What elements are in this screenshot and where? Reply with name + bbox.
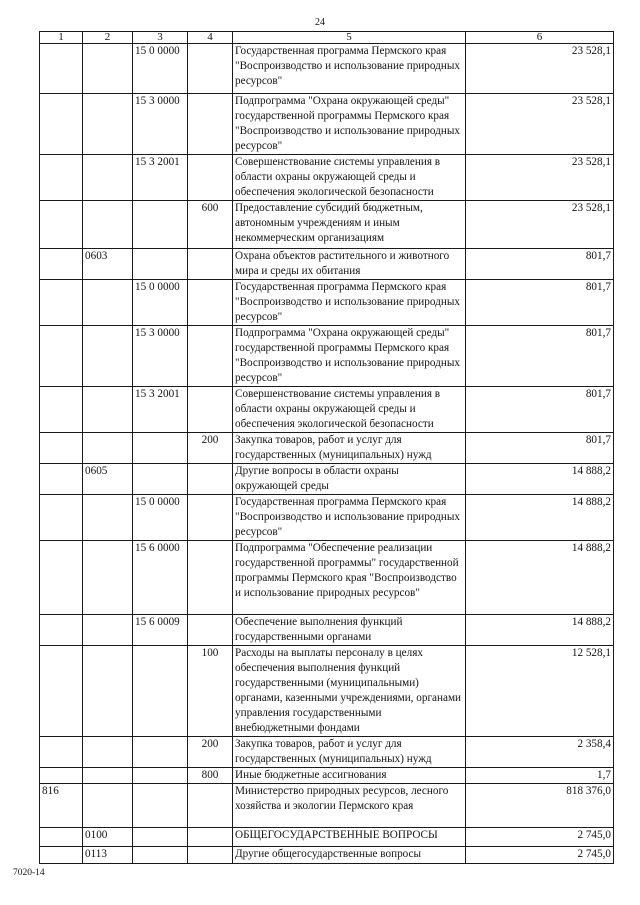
cell-code-3 (133, 646, 188, 737)
table-row (40, 646, 614, 737)
table-row (40, 464, 614, 495)
footer-code: 7020-14 (13, 868, 45, 878)
cell-code-3 (133, 433, 188, 464)
cell-description: Государственная программа Пермского края "Воспроизводство и использование природных ресурсов" (233, 44, 466, 94)
cell-code-2 (83, 280, 133, 326)
cell-code-2 (83, 784, 133, 828)
cell-code-1 (40, 201, 83, 249)
cell-code-4 (188, 784, 233, 828)
cell-code-2 (83, 433, 133, 464)
cell-code-4 (188, 94, 233, 155)
cell-description: Предоставление субсидий бюджетным, автономным учреждениям и иным некоммерческим организациям (233, 201, 466, 249)
cell-code-1 (40, 433, 83, 464)
table-row (40, 768, 614, 784)
cell-description: Подпрограмма "Охрана окружающей среды" государственной программы Пермского края "Воспроизводство и использование природных ресурсов" (233, 94, 466, 155)
cell-amount: 14 888,2 (466, 464, 614, 495)
cell-code-2 (83, 615, 133, 646)
cell-amount: 14 888,2 (466, 615, 614, 646)
cell-code-1 (40, 94, 83, 155)
cell-code-3: 15 3 0000 (133, 326, 188, 387)
table-body (40, 44, 614, 864)
cell-code-2: 0605 (83, 464, 133, 495)
cell-description: Подпрограмма "Обеспечение реализации государственной программы" государственной программы Пермского края "Воспроизводство и использование природных ресурсов" (233, 541, 466, 615)
cell-code-4: 800 (188, 768, 233, 784)
column-header-4: 4 (188, 32, 233, 44)
cell-code-1 (40, 847, 83, 864)
cell-code-3 (133, 847, 188, 864)
cell-code-2 (83, 201, 133, 249)
cell-description: Другие вопросы в области охраны окружающей среды (233, 464, 466, 495)
cell-code-1 (40, 541, 83, 615)
cell-amount: 801,7 (466, 249, 614, 280)
cell-code-1 (40, 495, 83, 541)
cell-code-4 (188, 541, 233, 615)
cell-code-1 (40, 464, 83, 495)
cell-code-2 (83, 387, 133, 433)
cell-code-3: 15 6 0009 (133, 615, 188, 646)
cell-code-1 (40, 768, 83, 784)
cell-code-1 (40, 280, 83, 326)
cell-code-4 (188, 155, 233, 201)
column-header-5: 5 (233, 32, 466, 44)
column-header-6: 6 (466, 32, 614, 44)
cell-description: Охрана объектов растительного и животного мира и среды их обитания (233, 249, 466, 280)
cell-code-2 (83, 94, 133, 155)
cell-code-2: 0113 (83, 847, 133, 864)
cell-amount: 801,7 (466, 387, 614, 433)
column-header-1: 1 (40, 32, 83, 44)
cell-code-1 (40, 828, 83, 847)
cell-code-3 (133, 768, 188, 784)
table-row (40, 387, 614, 433)
cell-code-2 (83, 495, 133, 541)
cell-amount: 23 528,1 (466, 94, 614, 155)
cell-description: ОБЩЕГОСУДАРСТВЕННЫЕ ВОПРОСЫ (233, 828, 466, 847)
cell-code-4 (188, 847, 233, 864)
cell-code-3: 15 0 0000 (133, 280, 188, 326)
cell-description: Государственная программа Пермского края "Воспроизводство и использование природных ресурсов" (233, 495, 466, 541)
cell-code-4: 600 (188, 201, 233, 249)
cell-code-3: 15 3 2001 (133, 387, 188, 433)
cell-amount: 14 888,2 (466, 495, 614, 541)
cell-code-3 (133, 828, 188, 847)
cell-amount: 801,7 (466, 433, 614, 464)
cell-code-4 (188, 326, 233, 387)
table-row (40, 155, 614, 201)
cell-code-2: 0100 (83, 828, 133, 847)
cell-code-1 (40, 646, 83, 737)
cell-code-1 (40, 249, 83, 280)
cell-code-2 (83, 541, 133, 615)
table-row (40, 784, 614, 828)
table-row (40, 326, 614, 387)
cell-code-2 (83, 737, 133, 768)
cell-code-3 (133, 249, 188, 280)
cell-amount: 1,7 (466, 768, 614, 784)
cell-code-4 (188, 828, 233, 847)
cell-amount: 818 376,0 (466, 784, 614, 828)
table-row (40, 495, 614, 541)
cell-code-2 (83, 646, 133, 737)
cell-code-1 (40, 387, 83, 433)
cell-code-1: 816 (40, 784, 83, 828)
table-row (40, 44, 614, 94)
cell-code-3 (133, 784, 188, 828)
cell-code-4 (188, 280, 233, 326)
cell-code-4 (188, 44, 233, 94)
table-row (40, 280, 614, 326)
table-row (40, 737, 614, 768)
table-row (40, 615, 614, 646)
cell-amount: 12 528,1 (466, 646, 614, 737)
cell-amount: 14 888,2 (466, 541, 614, 615)
cell-code-4: 200 (188, 433, 233, 464)
cell-amount: 2 358,4 (466, 737, 614, 768)
cell-amount: 23 528,1 (466, 44, 614, 94)
cell-amount: 23 528,1 (466, 201, 614, 249)
cell-code-3: 15 0 0000 (133, 495, 188, 541)
cell-description: Совершенствование системы управления в области охраны окружающей среды и обеспечения экологической безопасности (233, 387, 466, 433)
table-row (40, 541, 614, 615)
cell-code-1 (40, 615, 83, 646)
cell-code-2: 0603 (83, 249, 133, 280)
cell-code-3 (133, 464, 188, 495)
cell-code-1 (40, 326, 83, 387)
cell-amount: 2 745,0 (466, 847, 614, 864)
cell-code-3 (133, 737, 188, 768)
cell-code-2 (83, 155, 133, 201)
cell-code-2 (83, 768, 133, 784)
cell-description: Государственная программа Пермского края "Воспроизводство и использование природных ресурсов" (233, 280, 466, 326)
cell-description: Министерство природных ресурсов, лесного хозяйства и экологии Пермского края (233, 784, 466, 828)
cell-description: Другие общегосударственные вопросы (233, 847, 466, 864)
cell-code-1 (40, 44, 83, 94)
cell-description: Подпрограмма "Охрана окружающей среды" государственной программы Пермского края "Воспроизводство и использование природных ресурсов" (233, 326, 466, 387)
cell-amount: 801,7 (466, 326, 614, 387)
cell-description: Расходы на выплаты персоналу в целях обеспечения выполнения функций государственными (муниципальными) органами, казенными учреждениями, органами управления государственными внебюджетными фондами (233, 646, 466, 737)
cell-code-4 (188, 615, 233, 646)
cell-code-4 (188, 249, 233, 280)
cell-code-2 (83, 326, 133, 387)
table-row (40, 201, 614, 249)
cell-amount: 2 745,0 (466, 828, 614, 847)
cell-description: Закупка товаров, работ и услуг для государственных (муниципальных) нужд (233, 737, 466, 768)
cell-code-3: 15 3 0000 (133, 94, 188, 155)
cell-description: Закупка товаров, работ и услуг для государственных (муниципальных) нужд (233, 433, 466, 464)
cell-code-3: 15 3 2001 (133, 155, 188, 201)
budget-table (39, 31, 614, 864)
cell-code-3: 15 6 0000 (133, 541, 188, 615)
cell-code-4: 200 (188, 737, 233, 768)
cell-amount: 801,7 (466, 280, 614, 326)
cell-code-2 (83, 44, 133, 94)
cell-description: Обеспечение выполнения функций государственными органами (233, 615, 466, 646)
cell-amount: 23 528,1 (466, 155, 614, 201)
cell-description: Иные бюджетные ассигнования (233, 768, 466, 784)
table-row (40, 249, 614, 280)
cell-code-3: 15 0 0000 (133, 44, 188, 94)
table-row (40, 433, 614, 464)
page-number: 24 (315, 17, 325, 28)
table-row (40, 94, 614, 155)
cell-code-4 (188, 387, 233, 433)
cell-description: Совершенствование системы управления в области охраны окружающей среды и обеспечения экологической безопасности (233, 155, 466, 201)
table-row (40, 828, 614, 847)
cell-code-4 (188, 495, 233, 541)
cell-code-4: 100 (188, 646, 233, 737)
cell-code-1 (40, 155, 83, 201)
cell-code-4 (188, 464, 233, 495)
table-row (40, 847, 614, 864)
column-header-3: 3 (133, 32, 188, 44)
cell-code-1 (40, 737, 83, 768)
table-header-row (40, 32, 614, 44)
cell-code-3 (133, 201, 188, 249)
column-header-2: 2 (83, 32, 133, 44)
